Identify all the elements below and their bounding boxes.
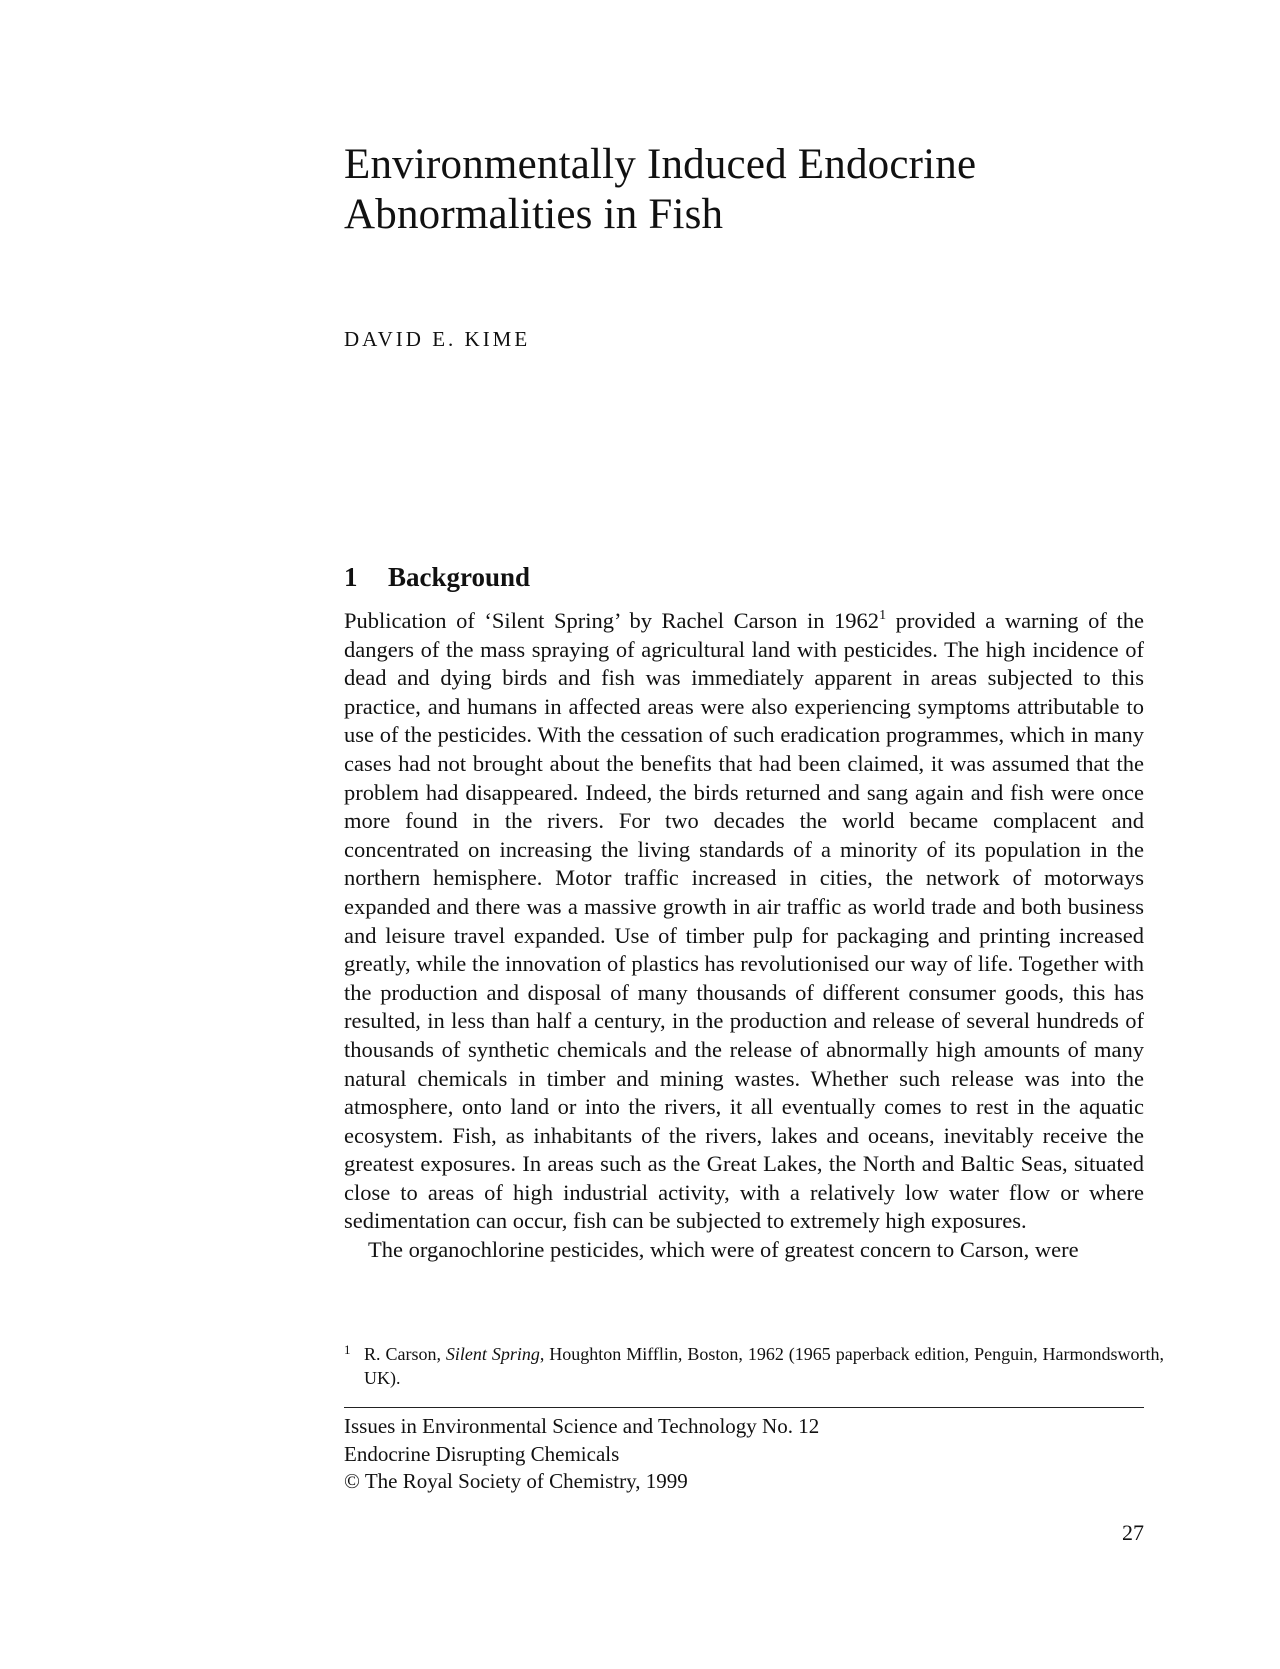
section-number: 1 xyxy=(344,562,358,592)
footnote-book-title: Silent Spring xyxy=(445,1344,540,1364)
footnote-reference: 1 xyxy=(879,608,887,623)
footnote: 1 R. Carson, Silent Spring, Houghton Mifflin, Boston, 1962 (1965 paperback edition, Penguin, Harmondsworth, UK). xyxy=(344,1342,1165,1388)
title-line: Environmentally Induced Endocrine xyxy=(344,141,977,188)
chapter-title xyxy=(344,140,1144,240)
section-heading xyxy=(344,562,1144,593)
imprint xyxy=(344,1413,1144,1496)
divider-rule xyxy=(344,1407,1144,1408)
page-number: 27 xyxy=(1122,1520,1144,1545)
paragraph: The organochlorine pesticides, which were of greatest concern to Carson, were xyxy=(368,1237,1079,1263)
footnote-author: R. Carson, xyxy=(364,1344,446,1364)
footnote-details: , Houghton Mifflin, Boston, 1962 (1965 paperback edition, Penguin, Harmondsworth, UK). xyxy=(364,1344,1165,1388)
body-text xyxy=(344,607,1144,1265)
paragraph-text: provided a warning of the dangers of the mass spraying of agricultural land with pesticides. The high incidence of dead and dying birds and fish was immediately apparent in areas subjected to this practice, and humans in affected areas were also experiencing symptoms attributable to use of the pesticides. With the cessation of such eradication programmes, which in many cases had not brought about the benefits that had been claimed, it was assumed that the problem had disappeared. Indeed, the birds returned and sang again and fish were once more found in the rivers. For two decades the world became complacent and concentrated on increasing the living standards of a minority of its population in the northern hemisphere. Motor traffic increased in cities, the network of motorways expanded and there was a massive growth in air traffic as world trade and both business and leisure travel expanded. Use of timber pulp for packaging and printing increased greatly, while the innovation of plastics has revolutionised our way of life. Together with the production and disposal of many thousands of different consumer goods, this has resulted, in less than half a century, in the production and release of several hundreds of thousands of synthetic chemicals and the release of abnormally high amounts of many natural chemicals in timber and mining wastes. Whether such release was into the atmosphere, onto land or into the rivers, it all eventually comes to rest in the aquatic ecosystem. Fish, as inhabitants of the rivers, lakes and oceans, inevitably receive the greatest exposures. In areas such as the Great Lakes, the North and Baltic Seas, situated close to areas of high industrial activity, with a relatively low water flow or where sedimentation can occur, fish can be subjected to extremely high exposures. xyxy=(344,608,1144,1234)
paragraph-text: Publication of ‘Silent Spring’ by Rachel Carson in 1962 xyxy=(344,608,880,633)
imprint-copyright: © The Royal Society of Chemistry, 1999 xyxy=(344,1469,688,1493)
paragraph xyxy=(344,607,1144,1236)
author-name: DAVID E. KIME xyxy=(344,327,531,351)
title-line: Abnormalities in Fish xyxy=(344,191,724,238)
imprint-series: Issues in Environmental Science and Technology No. 12 xyxy=(344,1414,820,1438)
imprint-book: Endocrine Disrupting Chemicals xyxy=(344,1441,620,1466)
section-title: Background xyxy=(388,562,531,592)
